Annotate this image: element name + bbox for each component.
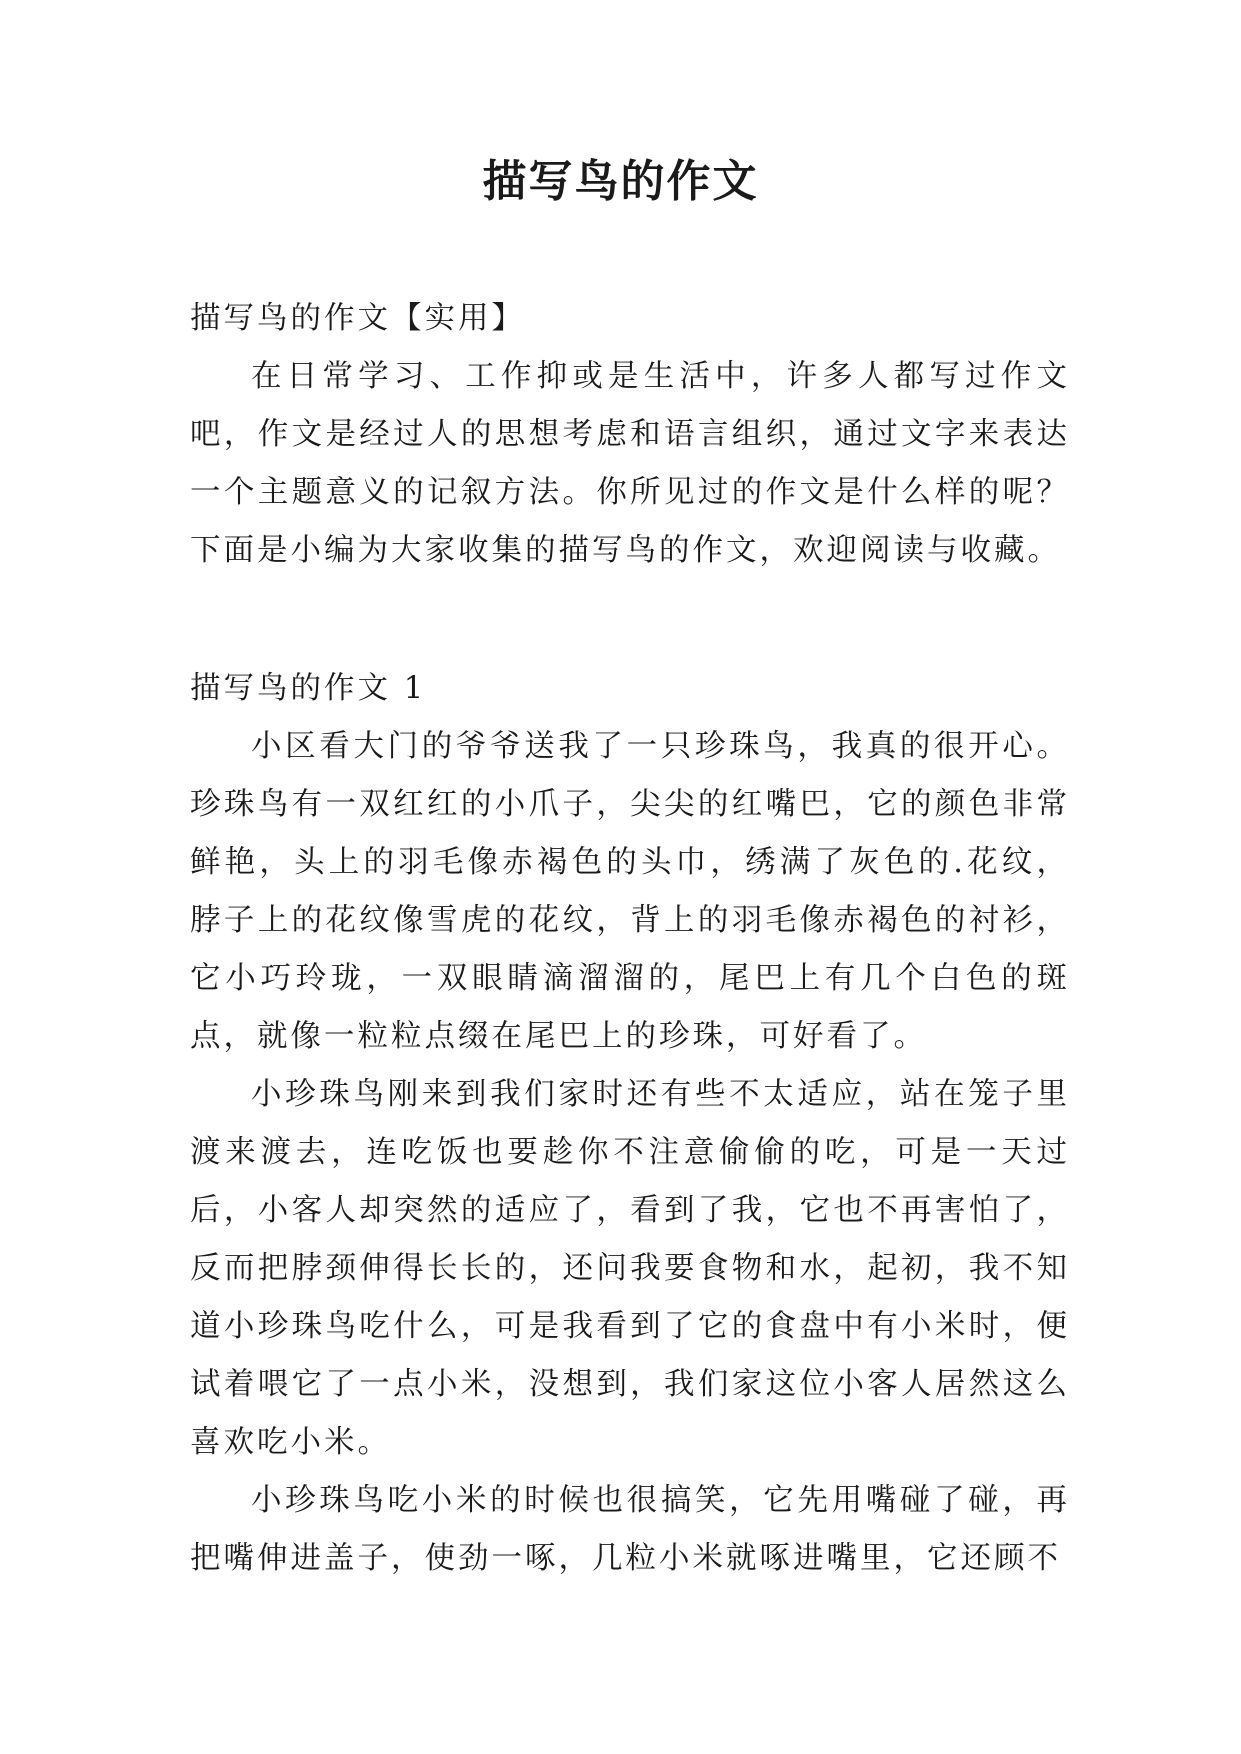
body-paragraph-3: 小珍珠鸟吃小米的时候也很搞笑，它先用嘴碰了碰，再把嘴伸进盖子，使劲一啄，几粒小米就啄进嘴里，它还顾不 (190, 1483, 1070, 1576)
section-spacer (190, 580, 1070, 660)
intro-paragraph: 在日常学习、工作抑或是生活中，许多人都写过作文吧，作文是经过人的思想考虑和语言组织，通过文字来表达一个主题意义的记叙方法。你所见过的作文是什么样的呢？下面是小编为大家收集的描写鸟的作文，欢迎阅读与收藏。 (190, 359, 1070, 568)
document-body (190, 290, 1070, 1588)
section-heading: 描写鸟的作文 1 (190, 671, 427, 706)
document-title: 描写鸟的作文 (482, 156, 759, 207)
body-paragraph-1: 小区看大门的爷爷送我了一只珍珠鸟，我真的很开心。珍珠鸟有一双红红的小爪子，尖尖的红嘴巴，它的颜色非常鲜艳，头上的羽毛像赤褐色的头巾，绣满了灰色的.花纹，脖子上的花纹像雪虎的花纹，背上的羽毛像赤褐色的衬衫，它小巧玲珑，一双眼睛滴溜溜的，尾巴上有几个白色的斑点，就像一粒粒点缀在尾巴上的珍珠，可好看了。 (190, 729, 1070, 1054)
body-paragraph-2: 小珍珠鸟刚来到我们家时还有些不太适应，站在笼子里渡来渡去，连吃饭也要趁你不注意偷偷的吃，可是一天过后，小客人却突然的适应了，看到了我，它也不再害怕了，反而把脖颈伸得长长的，还问我要食物和水，起初，我不知道小珍珠鸟吃什么，可是我看到了它的食盘中有小米时，便试着喂它了一点小米，没想到，我们家这位小客人居然这么喜欢吃小米。 (190, 1077, 1070, 1460)
document-subtitle: 描写鸟的作文【实用】 (190, 301, 525, 336)
